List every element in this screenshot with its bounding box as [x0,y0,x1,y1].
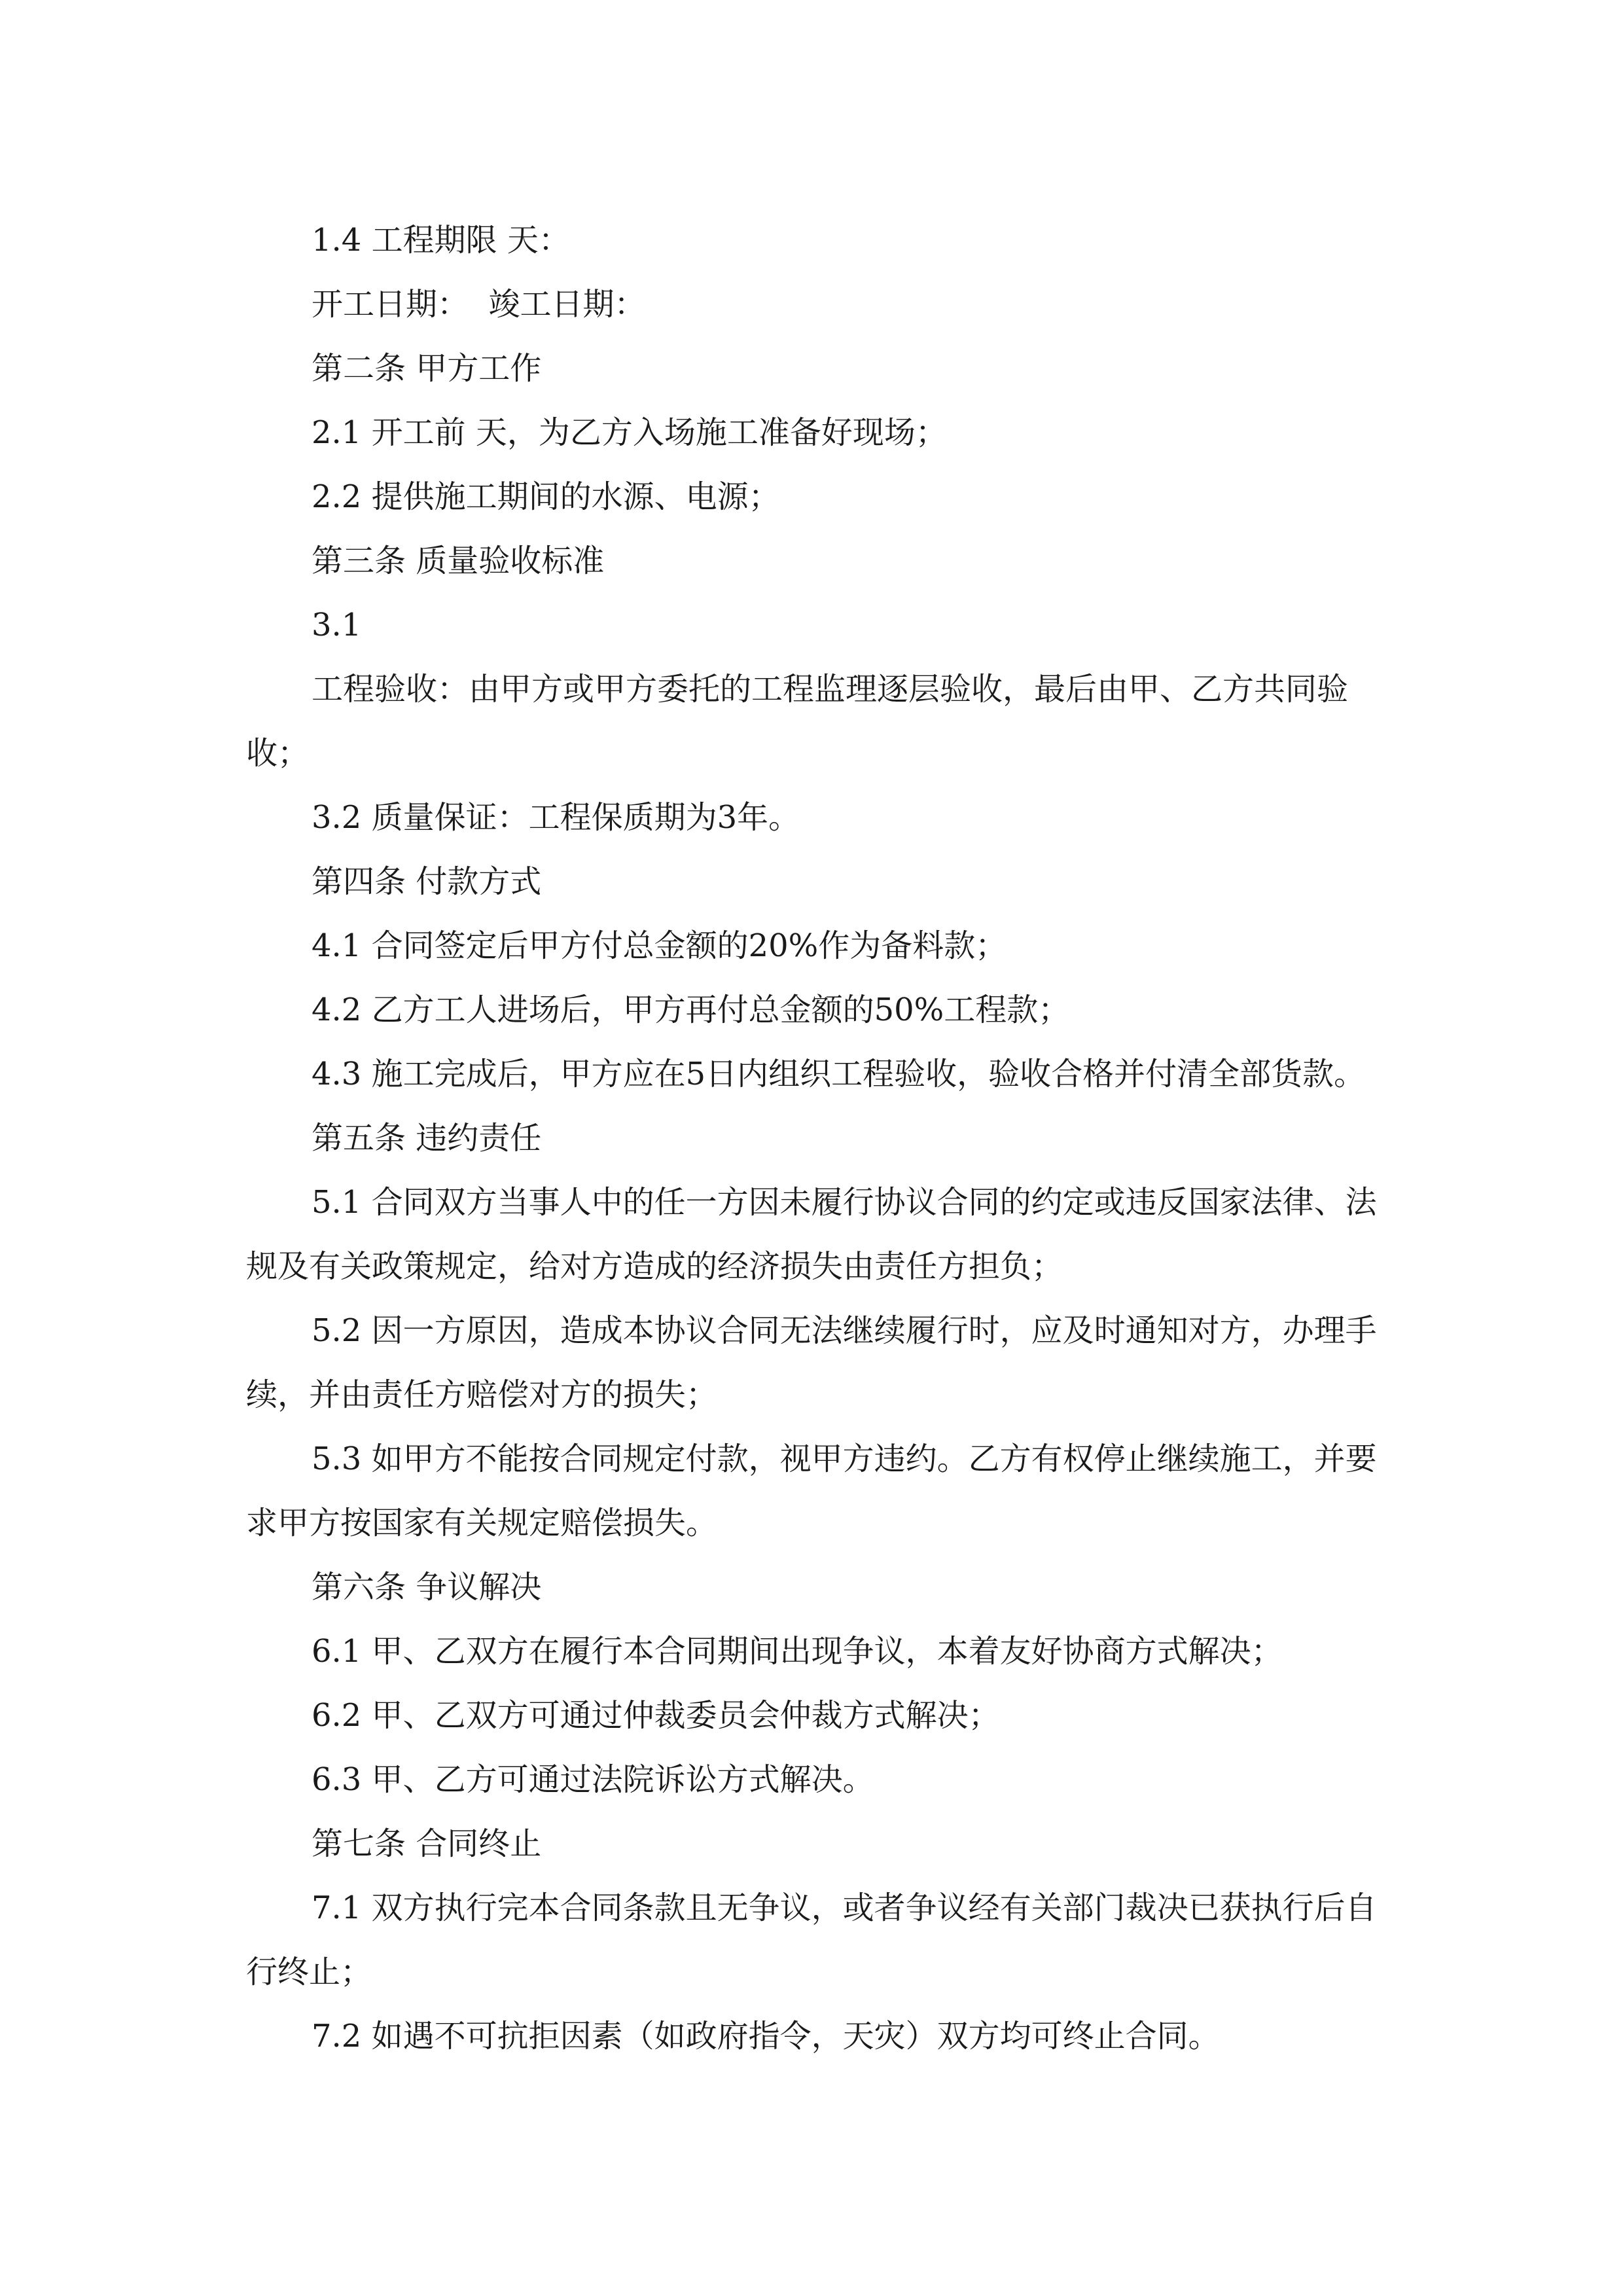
clause-3-1-number: 3.1 [312,607,362,643]
clause-4-1: 4.1 合同签定后甲方付总金额的20%作为备料款； [312,927,1007,964]
article-3-heading: 第三条 质量验收标准 [312,543,605,579]
clause-6-1: 6.1 甲、乙双方在履行本合同期间出现争议，本着友好协商方式解决； [312,1633,1283,1670]
article-2-heading: 第二条 甲方工作 [312,350,542,387]
article-5-heading: 第五条 违约责任 [312,1120,542,1157]
article-7-heading: 第七条 合同终止 [312,1825,542,1862]
clause-3-2: 3.2 质量保证：工程保质期为3年。 [312,799,800,836]
clause-4-3: 4.3 施工完成后，甲方应在5日内组织工程验收，验收合格并付清全部货款。 [312,1056,1366,1092]
clause-2-1: 2.1 开工前 天，为乙方入场施工准备好现场； [312,414,947,451]
contract-page [246,208,1398,2068]
start-end-dates: 开工日期： 竣工日期： [312,286,646,323]
clause-4-2: 4.2 乙方工人进场后，甲方再付总金额的50%工程款； [312,992,1070,1028]
clause-7-1: 7.1 双方执行完本合同条款且无争议，或者争议经有关部门裁决已获执行后自行终止； [246,1890,1377,1990]
clause-2-2: 2.2 提供施工期间的水源、电源； [312,478,780,515]
clause-5-1: 5.1 合同双方当事人中的任一方因未履行协议合同的约定或违反国家法律、法规及有关政策规定，给对方造成的经济损失由责任方担负； [246,1184,1377,1285]
article-6-heading: 第六条 争议解决 [312,1569,542,1605]
clause-5-3: 5.3 如甲方不能按合同规定付款，视甲方违约。乙方有权停止继续施工，并要求甲方按国家有关规定赔偿损失。 [246,1441,1377,1541]
clause-5-2: 5.2 因一方原因，造成本协议合同无法继续履行时，应及时通知对方，办理手续，并由责任方赔偿对方的损失； [246,1312,1377,1413]
clause-6-2: 6.2 甲、乙双方可通过仲裁委员会仲裁方式解决； [312,1697,1000,1734]
clause-6-3: 6.3 甲、乙方可通过法院诉讼方式解决。 [312,1761,874,1798]
clause-3-1-text: 工程验收：由甲方或甲方委托的工程监理逐层验收，最后由甲、乙方共同验收； [246,671,1349,772]
clause-7-2: 7.2 如遇不可抗拒因素（如政府指令，天灾）双方均可终止合同。 [312,2018,1220,2054]
clause-1-4: 1.4 工程期限 天： [312,222,570,259]
article-4-heading: 第四条 付款方式 [312,863,542,900]
